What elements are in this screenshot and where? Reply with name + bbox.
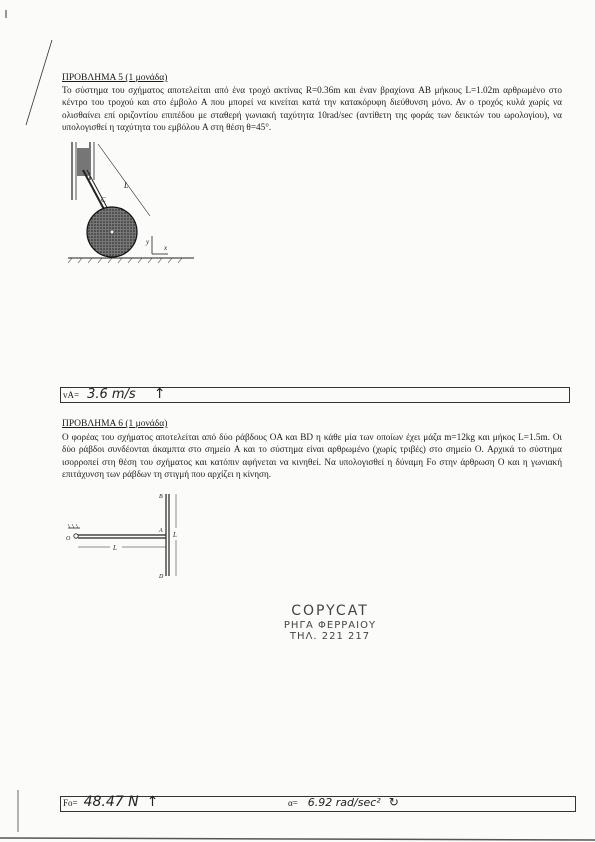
fig5-axis-y: y	[146, 238, 150, 246]
answer-alpha-value: 6.92 rad/sec²	[307, 796, 381, 809]
stamp-line2: ΡΗΓΑ ΦΕΡΡΑΙΟΥ	[283, 620, 377, 631]
answer-alpha-label: α=	[288, 798, 298, 808]
fig6-label-A: A	[159, 528, 163, 534]
fig5-axis-x: x	[164, 244, 168, 252]
stamp-line1: COPYCAT	[291, 603, 369, 619]
problem6-answer-alpha	[288, 794, 399, 810]
problem6-answer-force	[63, 794, 158, 810]
problem5-answer	[63, 387, 165, 401]
problem5-figure	[64, 140, 204, 270]
answer-fo-value: 48.47 N	[83, 794, 139, 810]
problem6-heading	[62, 419, 167, 429]
problem5-points: (1 μονάδα)	[125, 73, 168, 83]
answer-va-label: vA=	[63, 390, 80, 400]
answer-fo-label: Fo=	[63, 798, 78, 808]
fig6-label-O: O	[66, 536, 71, 542]
fig5-label-C: C	[101, 196, 106, 204]
problem5-heading	[62, 73, 167, 83]
copycat-stamp	[240, 603, 420, 642]
fig5-label-L: L	[124, 181, 129, 190]
answer-va-value: 3.6 m/s	[87, 387, 136, 402]
problem6-text: Ο φορέας του σχήματος αποτελείται από δύο ράβδους OA και BD η κάθε μία των οποίων έχει μάζα m=12kg και μήκος L=1.5m. Οι δύο ράβδοι συνδέονται άκαμπτα στο σημείο A και το σύστημα είναι αρθρωμένο (χωρίς τριβές) στο σημείο O. Αρχικά το σύστημα ισορροπεί στη θέση του σχήματος και κατόπιν αφήνεται να κινηθεί. Να υπολογισθεί η δύναμη Fo στην άρθρωση O και η γωνιακή επιτάχυνση των ράβδων τη στιγμή που αρχίζει η κίνηση.	[62, 432, 562, 480]
fig6-label-L-vertical: L	[173, 531, 177, 539]
problem6-title: ΠΡΟΒΛΗΜΑ 6	[62, 419, 123, 429]
problem6-figure	[66, 490, 196, 580]
fig6-label-B: B	[159, 494, 163, 500]
fig6-label-D: D	[159, 574, 164, 580]
answer-fo-arrow: ↑	[146, 794, 159, 810]
stamp-line3: ΤΗΛ. 221 217	[289, 631, 371, 642]
problem6-points: (1 μονάδα)	[125, 419, 168, 429]
problem5-title: ΠΡΟΒΛΗΜΑ 5	[62, 73, 123, 83]
problem5-text: Το σύστημα του σχήματος αποτελείται από ένα τροχό ακτίνας R=0.36m και έναν βραχίονα AB μήκους L=1.02m αρθρωμένο στο κέντρο του τροχού και στο έμβολο A που μπορεί να κινείται κατά την κατακόρυφη διεύθυνση μόνο. Αν ο τροχός κυλά χωρίς να ολισθαίνει επί οριζοντίου επιπέδου με σταθερή γωνιακή ταχύτητα 10rad/sec (αντίθετη της φοράς των δεικτών του ωρολογίου), να υπολογισθεί η ταχύτητα του εμβόλου A στη θέση θ=45°.	[62, 85, 562, 133]
answer-va-arrow: ↑	[153, 386, 166, 402]
fig6-label-L-horizontal: L	[113, 544, 117, 552]
answer-alpha-arrow: ↻	[388, 795, 399, 809]
